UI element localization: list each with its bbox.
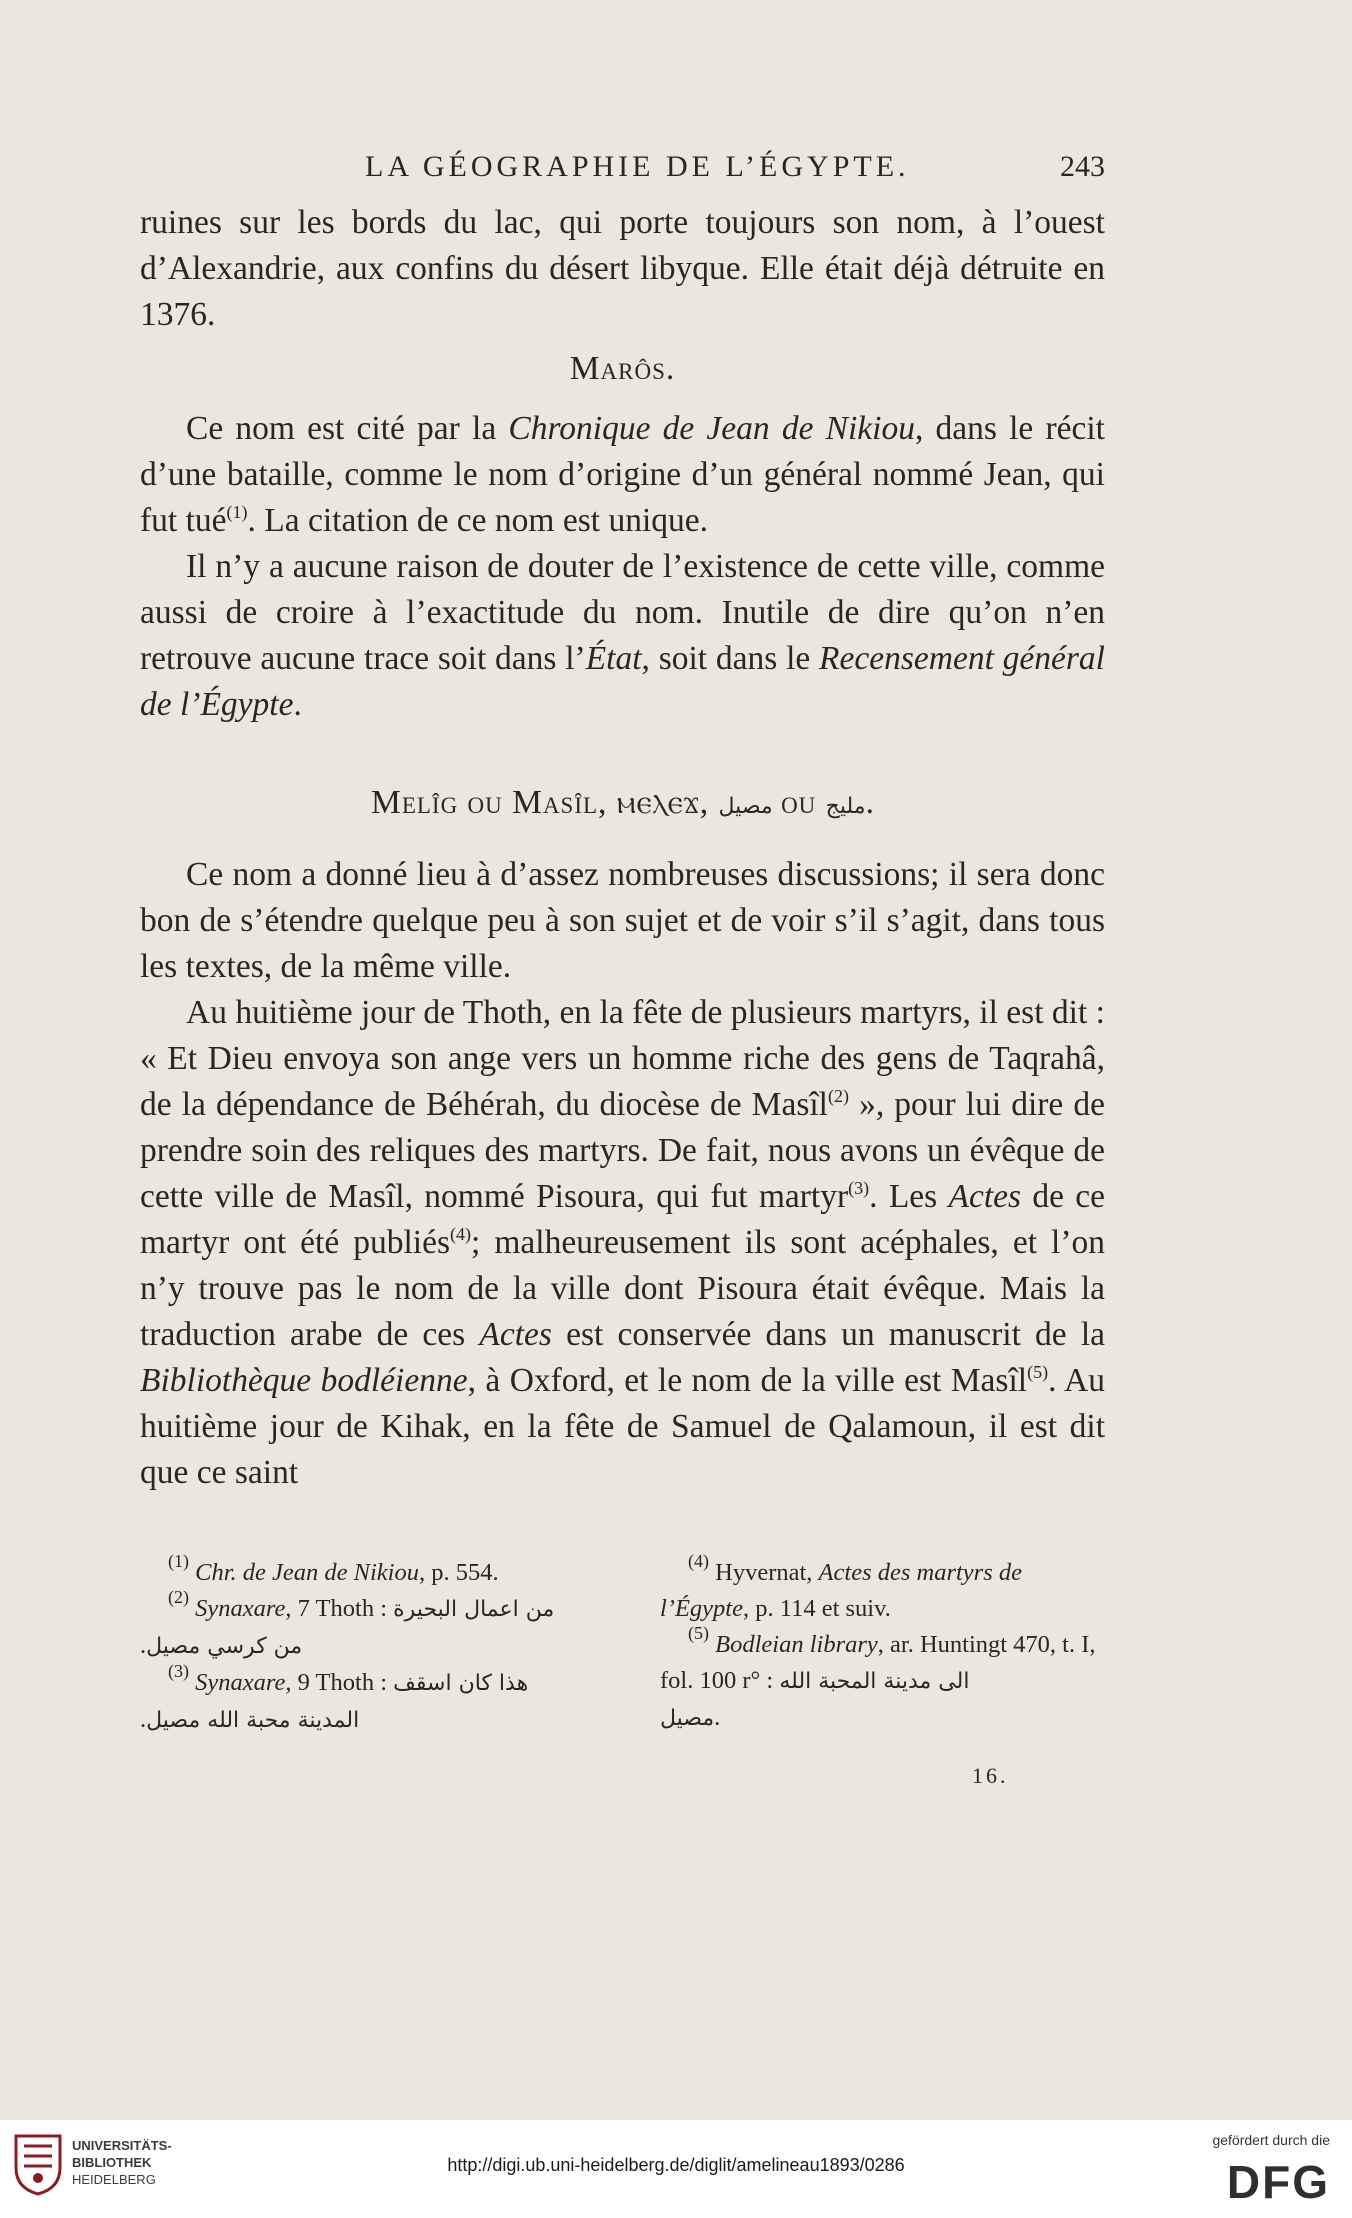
funder-label: gefördert durch die: [1212, 2132, 1330, 2148]
main-text: [140, 200, 1105, 1496]
footnote-5: $^{(5)}$ Bodleian library, ar. Huntingt 470, t. I, fol. 100 r° : الى مدينة المحبة الله: [660, 1623, 1096, 1694]
footnote-2-continued: من كرسي مصيل.: [140, 1632, 303, 1659]
footnote-4: $^{(4)}$ Hyvernat, Actes des martyrs de l’Égypte, p. 114 et suiv.: [660, 1551, 1022, 1622]
footnote-3: $^{(3)}$ Synaxare, 9 Thoth : هذا كان اسقف: [168, 1661, 529, 1696]
footnote-ref-4: (4): [450, 1224, 472, 1244]
footnote-ref-5: (5): [1027, 1362, 1049, 1382]
coptic-name: ⲙⲉⲗⲉϫ: [616, 784, 700, 821]
section-heading-maros: Marôs.: [569, 350, 676, 387]
running-title: LA GÉOGRAPHIE DE L’ÉGYPTE.: [365, 150, 910, 183]
paragraph-3: Il n’y a aucune raison de douter de l’existence de cette ville, comme aussi de croire à l’exactitude du nom. Inutile de dire qu’on n’en retrouve aucune trace soit dans l’État, soit dans le Recensement général de l’Égypte.: [140, 548, 1105, 723]
arabic-name-masil: مصيل: [718, 794, 773, 819]
university-name: UNIVERSITÄTS- BIBLIOTHEK HEIDELBERG: [72, 2138, 172, 2187]
source-url-link[interactable]: http://digi.ub.uni-heidelberg.de/diglit/amelineau1893/0286: [447, 2155, 905, 2175]
section-heading-melig: Melîg ou Masîl, ⲙⲉⲗⲉϫ, مصيل ou مليج.: [371, 784, 874, 821]
footnote-ref-3: (3): [848, 1178, 870, 1198]
footnote-ref-2: (2): [828, 1086, 849, 1106]
signature-mark: 16.: [972, 1763, 1009, 1788]
page-header: [140, 150, 1105, 190]
footnotes-left-column: [140, 1551, 580, 1739]
arabic-name-melig: مليج: [825, 794, 866, 819]
footnote-5-continued: مصيل.: [660, 1704, 721, 1731]
footnote-3-continued: المدينة محبة الله مصيل.: [140, 1706, 360, 1733]
page-number: 243: [1060, 150, 1105, 183]
paragraph-2: Ce nom est cité par la Chronique de Jean de Nikiou, dans le récit d’une bataille, comme le nom d’origine d’un général nommé Jean, qui fut tué$^{(1)}$. La citation de ce nom est unique.: [140, 410, 1105, 539]
paragraph-4: Ce nom a donné lieu à d’assez nombreuses discussions; il sera donc bon de s’étendre quelque peu à son sujet et de voir s’il s’agit, dans tous les textes, de la même ville.: [140, 856, 1105, 985]
footnote-ref-1: (1): [226, 502, 248, 522]
paragraph-1: ruines sur les bords du lac, qui porte toujours son nom, à l’ouest d’Alexandrie, aux confins du désert libyque. Elle était déjà détruite en 1376.: [140, 204, 1105, 333]
paragraph-5: Au huitième jour de Thoth, en la fête de plusieurs martyrs, il est dit : « Et Dieu envoya son ange vers un homme riche des gens de Taqrahâ, de la dépendance de Béhérah, du diocèse de Masîl$^{(2)}$ », pour lui dire de prendre soin des reliques des martyrs. De fait, nous avons un évêque de cette ville de Masîl, nommé Pisoura, qui fut martyr$^{(3)}$. Les Actes de ce martyr ont été publiés$^{(4)}$; malheureusement ils sont acéphales, et l’on n’y trouve pas le nom de la ville dont Pisoura était évêque. Mais la traduction arabe de ces Actes est conservée dans un manuscrit de la Bibliothèque bodléienne, à Oxford, et le nom de la ville est Masîl$^{(5)}$. Au huitième jour de Kihak, en la fête de Samuel de Qalamoun, il est dit que ce saint: [140, 994, 1106, 1491]
dfg-logo: DFG: [1226, 2156, 1330, 2208]
footnotes-right-column: [660, 1551, 1100, 1737]
footnote-1: $^{(1)}$ Chr. de Jean de Nikiou, p. 554.: [168, 1551, 499, 1586]
footnote-2: $^{(2)}$ Synaxare, 7 Thoth : من اعمال البحيرة: [168, 1587, 555, 1622]
